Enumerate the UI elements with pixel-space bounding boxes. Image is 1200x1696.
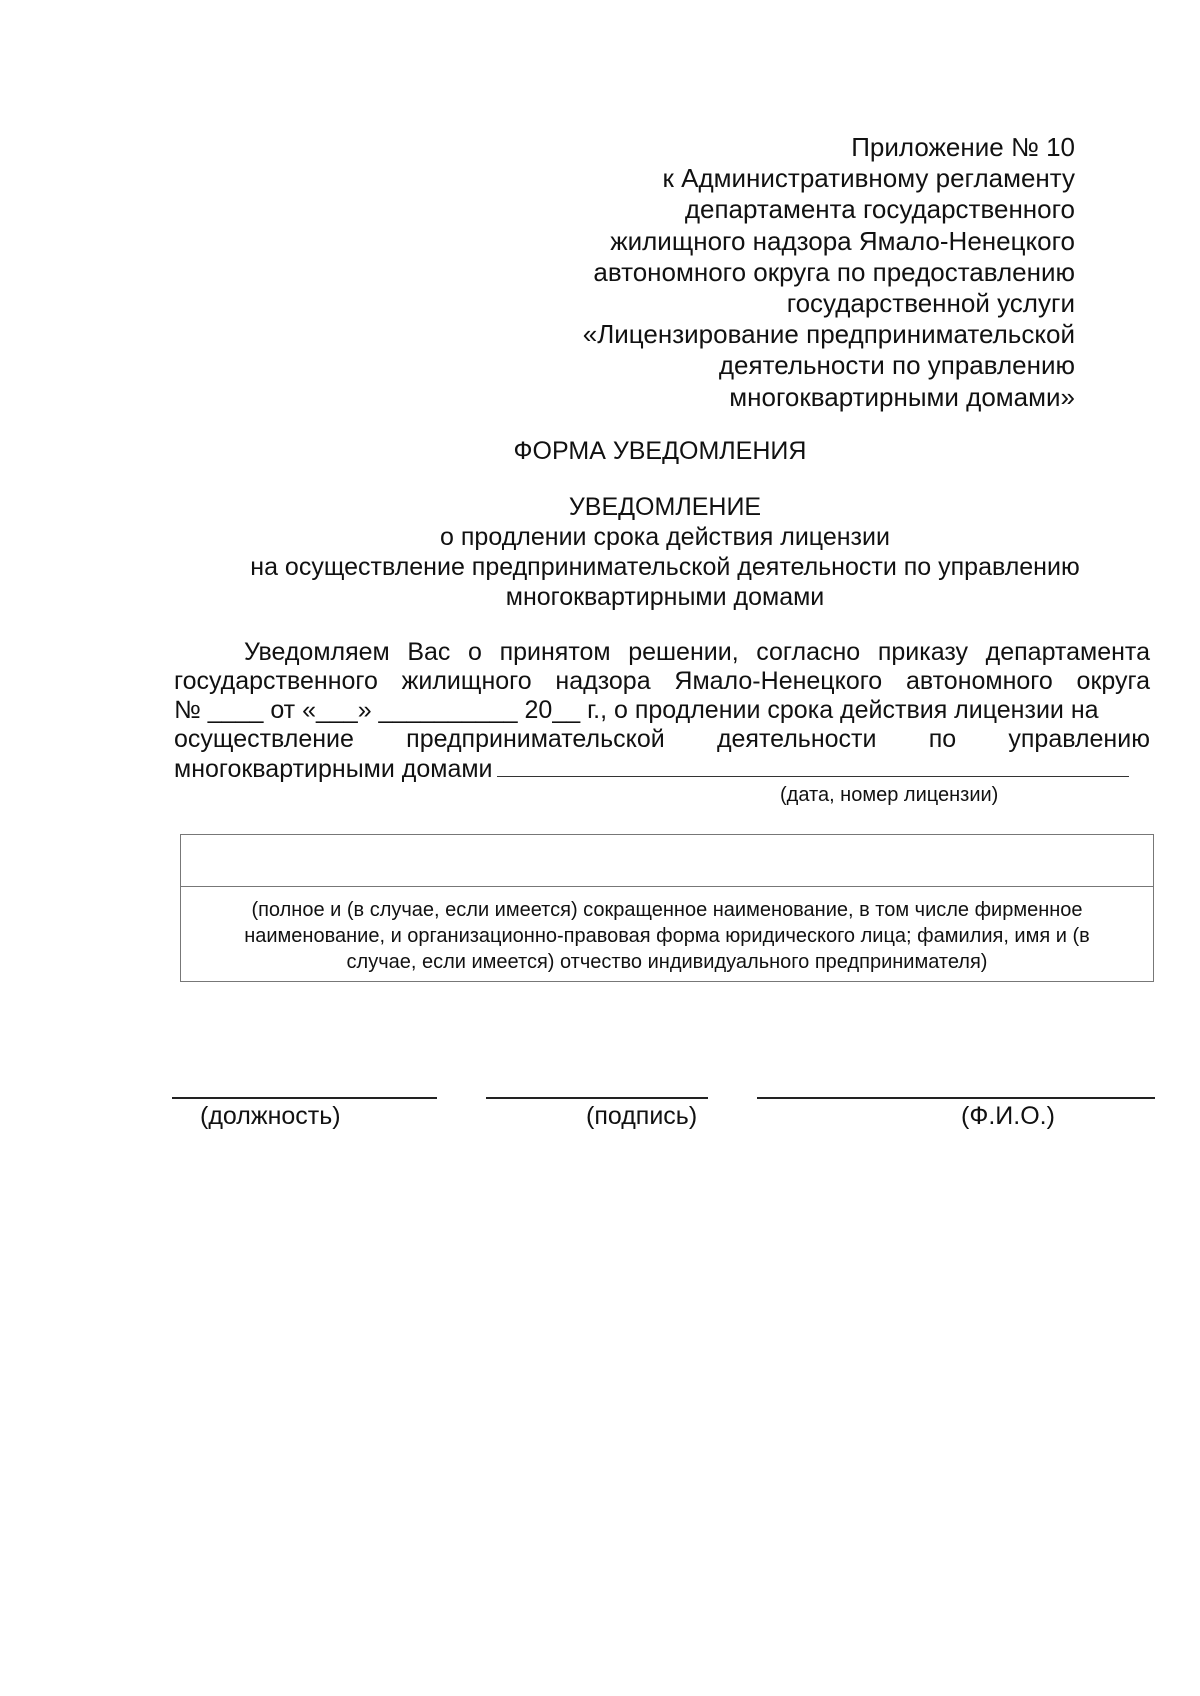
organization-caption (181, 887, 1153, 975)
body-word: департамента (985, 638, 1150, 666)
appendix-line: жилищного надзора Ямало-Ненецкого (610, 225, 1075, 256)
body-word: предпринимательской (406, 725, 665, 753)
notice-heading (165, 492, 1165, 612)
body-word: округа (1076, 667, 1150, 695)
body-word: жилищного (401, 667, 532, 695)
form-title: ФОРМА УВЕДОМЛЕНИЯ (513, 437, 807, 465)
body-text-segment: многоквартирными домами (174, 755, 493, 783)
body-word: о (468, 638, 482, 666)
body-word: деятельности (716, 725, 877, 753)
caption-line: случае, если имеется) отчество индивидуального предпринимателя) (346, 951, 988, 973)
body-line-3: № ____ от «___» __________ 20__ г., о продлении срока действия лицензии на (174, 696, 1099, 724)
appendix-line: департамента государственного (684, 194, 1075, 225)
body-line-1 (174, 638, 1150, 667)
body-word: осуществление (174, 725, 354, 753)
body-word: автономного (905, 667, 1053, 695)
position-line[interactable] (172, 1097, 437, 1099)
body-word: принятом (499, 638, 611, 666)
caption-line: наименование, и организационно-правовая форма юридического лица; фамилия, имя и (в (244, 925, 1090, 947)
appendix-line: «Лицензирование предпринимательской (582, 319, 1075, 350)
appendix-line: деятельности по управлению (718, 350, 1075, 381)
body-line-5 (174, 754, 1150, 784)
fio-label: (Ф.И.О.) (961, 1102, 1055, 1130)
body-word: решении, (628, 638, 739, 666)
appendix-header (455, 132, 1075, 413)
notice-subtitle-line: о продлении срока действия лицензии (440, 523, 890, 551)
license-hint: (дата, номер лицензии) (780, 784, 999, 806)
position-label: (должность) (200, 1102, 341, 1130)
signature-line[interactable] (486, 1097, 708, 1099)
body-word: Вас (407, 638, 451, 666)
appendix-line: к Административному регламенту (662, 163, 1075, 194)
caption-line: (полное и (в случае, если имеется) сокращенное наименование, в том числе фирменное (251, 899, 1083, 921)
body-word: согласно (756, 638, 861, 666)
organization-box (180, 834, 1154, 982)
appendix-line: Приложение № 10 (851, 132, 1075, 162)
body-word: Уведомляем (244, 638, 390, 666)
appendix-line: государственной услуги (786, 288, 1075, 319)
signature-label: (подпись) (586, 1102, 698, 1130)
fio-line[interactable] (757, 1097, 1155, 1099)
notice-subtitle-line: на осуществление предпринимательской деятельности по управлению (250, 553, 1080, 581)
notice-subtitle-line: многоквартирными домами (505, 583, 825, 611)
body-line-2 (174, 667, 1150, 696)
body-word: по (928, 725, 957, 753)
body-word: управлению (1008, 725, 1150, 753)
organization-name-field[interactable] (181, 835, 1153, 887)
appendix-line: многоквартирными домами» (729, 381, 1075, 412)
body-line-4 (174, 725, 1150, 754)
license-number-field[interactable] (497, 754, 1129, 777)
notice-title: УВЕДОМЛЕНИЕ (568, 493, 762, 521)
body-word: надзора (555, 667, 651, 695)
body-word: приказу (877, 638, 969, 666)
notice-body (174, 638, 1150, 784)
body-word: государственного (174, 667, 378, 695)
body-word: Ямало-Ненецкого (674, 667, 883, 695)
appendix-line: автономного округа по предоставлению (593, 256, 1075, 287)
